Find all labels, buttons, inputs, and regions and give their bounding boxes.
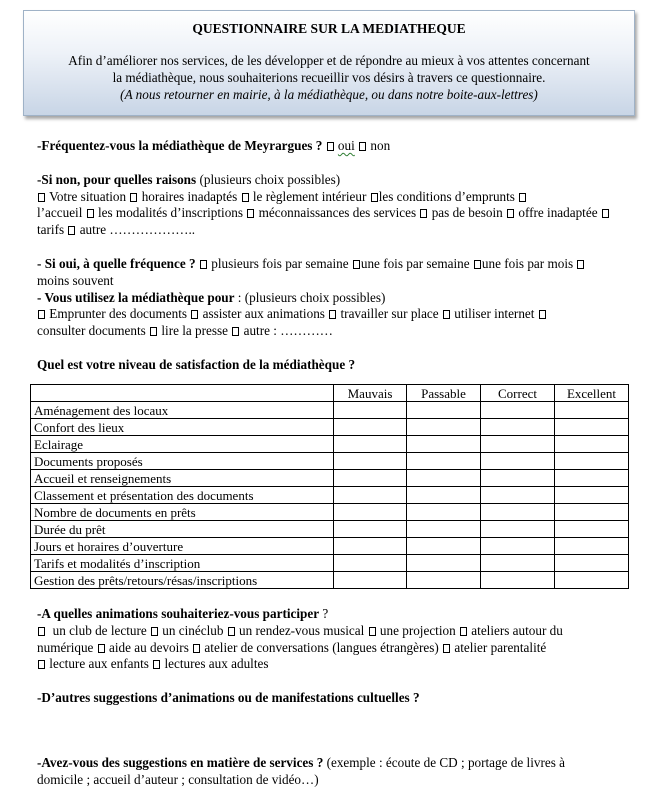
column-header-passable: Passable [407, 385, 481, 402]
q2-option-8: pas de besoin [431, 205, 503, 221]
q6-checkbox-9[interactable] [38, 660, 45, 669]
q6-question: -A quelles animations souhaiteriez-vous participer [37, 606, 320, 621]
q6-option-6: aide au devoirs [109, 639, 189, 655]
q4-option-3: travailler sur place [340, 306, 439, 322]
q2-option-5: l’accueil [37, 205, 83, 221]
rating-cell[interactable] [481, 538, 555, 555]
q2-option-9: offre inadaptée [518, 205, 598, 221]
table-row [31, 555, 629, 572]
table-row [31, 487, 629, 504]
table-header-row [31, 385, 629, 402]
q2-checkbox-1[interactable] [38, 193, 45, 202]
q4-option-2: assister aux animations [202, 306, 325, 322]
rating-cell[interactable] [481, 555, 555, 572]
intro-line-1: Afin d’améliorer nos services, de les développer et de répondre au mieux à vos attentes concernant [68, 52, 590, 68]
table-row [31, 402, 629, 419]
q4-question: - Vous utilisez la médiathèque pour [37, 289, 235, 305]
q2-checkbox-4[interactable] [371, 193, 378, 202]
row-label: Tarifs et modalités d’inscription [31, 555, 334, 572]
q6-checkbox-5[interactable] [460, 627, 467, 636]
q4-block [37, 290, 611, 340]
q4-checkbox-1[interactable] [38, 310, 45, 319]
satisfaction-table [30, 384, 629, 589]
q2-option-1: Votre situation [49, 188, 127, 204]
row-label: Gestion des prêts/retours/résas/inscriptions [31, 572, 334, 589]
column-header-correct: Correct [481, 385, 555, 402]
q6-option-1: un club de lecture [52, 622, 147, 638]
q1-question: -Fréquentez-vous la médiathèque de Meyrargues ? [37, 138, 323, 153]
q3-option-2: une fois par semaine [360, 255, 470, 271]
q4-option-5: consulter documents [37, 323, 146, 339]
q2-checkbox-5[interactable] [519, 193, 526, 202]
rating-cell[interactable] [555, 538, 629, 555]
q6-checkbox-10[interactable] [153, 660, 160, 669]
q6-option-9: lecture aux enfants [49, 656, 149, 672]
rating-cell[interactable] [407, 504, 481, 521]
table-row [31, 504, 629, 521]
rating-cell[interactable] [334, 504, 407, 521]
row-label: Confort des lieux [31, 419, 334, 436]
q1-oui-checkbox[interactable] [327, 142, 334, 151]
rating-cell[interactable] [555, 555, 629, 572]
column-header-mauvais: Mauvais [334, 385, 407, 402]
rating-cell[interactable] [481, 453, 555, 470]
q8-example: (exemple : écoute de CD ; portage de livres à domicile ; accueil d’auteur ; consultation de vidéo…) [37, 754, 565, 787]
rating-cell[interactable] [334, 419, 407, 436]
table-row [31, 572, 629, 589]
q4-checkbox-3[interactable] [329, 310, 336, 319]
q2-checkbox-9[interactable] [507, 209, 514, 218]
q3-block [37, 256, 611, 290]
rating-cell[interactable] [407, 538, 481, 555]
q3-checkbox-1[interactable] [200, 260, 207, 269]
q6-option-5: ateliers autour du numérique [37, 622, 563, 655]
rating-cell[interactable] [407, 402, 481, 419]
q3-checkbox-4[interactable] [577, 260, 584, 269]
q2-checkbox-6[interactable] [87, 209, 94, 218]
row-label: Aménagement des locaux [31, 402, 334, 419]
row-label: Nombre de documents en prêts [31, 504, 334, 521]
q4-checkbox-4[interactable] [443, 310, 450, 319]
q2-hint: (plusieurs choix possibles) [199, 171, 341, 187]
table-row [31, 453, 629, 470]
q8-block [37, 755, 611, 789]
rating-cell[interactable] [407, 572, 481, 589]
rating-cell[interactable] [334, 521, 407, 538]
row-label: Eclairage [31, 436, 334, 453]
rating-cell[interactable] [334, 538, 407, 555]
rating-cell[interactable] [555, 487, 629, 504]
rating-cell[interactable] [481, 436, 555, 453]
row-label: Jours et horaires d’ouverture [31, 538, 334, 555]
q2-option-10: tarifs [37, 222, 65, 238]
q2-checkbox-8[interactable] [420, 209, 427, 218]
q2-option-11: autre ……………….. [79, 222, 196, 238]
q4-option-6: lire la presse [161, 323, 229, 339]
rating-cell[interactable] [407, 555, 481, 572]
q2-option-6: les modalités d’inscriptions [97, 205, 244, 221]
q1-option-non: non [370, 138, 391, 153]
rating-cell[interactable] [407, 453, 481, 470]
q3-option-4: moins souvent [37, 272, 114, 288]
questions-upper [37, 138, 611, 374]
column-header-excellent: Excellent [555, 385, 629, 402]
q2-option-7: méconnaissances des services [258, 205, 417, 221]
rating-cell[interactable] [334, 453, 407, 470]
rating-cell[interactable] [407, 419, 481, 436]
rating-cell[interactable] [407, 436, 481, 453]
row-label: Accueil et renseignements [31, 470, 334, 487]
table-row [31, 538, 629, 555]
rating-cell[interactable] [555, 470, 629, 487]
row-label: Classement et présentation des documents [31, 487, 334, 504]
q4-checkbox-5[interactable] [539, 310, 546, 319]
table-row [31, 521, 629, 538]
q1-block [37, 138, 611, 155]
q2-question: -Si non, pour quelles raisons [37, 171, 197, 187]
table-row [31, 470, 629, 487]
q5-question: Quel est votre niveau de satisfaction de la médiathèque ? [37, 356, 356, 372]
q2-checkbox-7[interactable] [247, 209, 254, 218]
header-box [23, 10, 635, 116]
q4-option-4: utiliser internet [454, 306, 535, 322]
table-header-blank [31, 385, 334, 402]
rating-cell[interactable] [555, 419, 629, 436]
q4-checkbox-7[interactable] [232, 327, 239, 336]
q2-option-4: les conditions d’emprunts [378, 188, 515, 204]
rating-cell[interactable] [481, 419, 555, 436]
questions-lower [37, 606, 611, 789]
q2-block [37, 172, 611, 239]
rating-cell[interactable] [334, 555, 407, 572]
rating-cell[interactable] [334, 402, 407, 419]
q6-option-7: atelier de conversations (langues étrangères) [204, 639, 439, 655]
q6-checkbox-4[interactable] [369, 627, 376, 636]
q3-checkbox-3[interactable] [474, 260, 481, 269]
rating-cell[interactable] [481, 470, 555, 487]
table-row [31, 436, 629, 453]
table-row [31, 419, 629, 436]
rating-cell[interactable] [334, 487, 407, 504]
rating-cell[interactable] [555, 504, 629, 521]
q4-hint: : (plusieurs choix possibles) [237, 289, 386, 305]
q4-option-1: Emprunter des documents [49, 306, 187, 322]
q6-checkbox-6[interactable] [98, 644, 105, 653]
q2-checkbox-11[interactable] [68, 226, 75, 235]
intro-line-2: la médiathèque, nous souhaiterions recueillir vos désirs à travers ce questionnaire. [112, 69, 546, 85]
rating-cell[interactable] [407, 470, 481, 487]
rating-cell[interactable] [481, 521, 555, 538]
q1-option-oui: oui [337, 138, 355, 153]
rating-cell[interactable] [334, 470, 407, 487]
rating-cell[interactable] [481, 402, 555, 419]
q6-checkbox-3[interactable] [228, 627, 235, 636]
q2-checkbox-3[interactable] [242, 193, 249, 202]
rating-cell[interactable] [334, 572, 407, 589]
q6-checkbox-1[interactable] [38, 627, 45, 636]
q2-option-3: le règlement intérieur [252, 188, 367, 204]
rating-cell[interactable] [481, 487, 555, 504]
rating-cell[interactable] [407, 487, 481, 504]
q2-checkbox-10[interactable] [602, 209, 609, 218]
q6-option-4: une projection [379, 622, 456, 638]
rating-cell[interactable] [555, 402, 629, 419]
q4-checkbox-6[interactable] [150, 327, 157, 336]
rating-cell[interactable] [555, 453, 629, 470]
q3-checkbox-2[interactable] [353, 260, 360, 269]
q6-option-8: atelier parentalité [454, 639, 547, 655]
q6-question-end: ? [322, 606, 329, 621]
return-note: (A nous retourner en mairie, à la médiathèque, ou dans notre boite-aux-lettres) [120, 86, 538, 102]
rating-cell[interactable] [407, 521, 481, 538]
q3-option-1: plusieurs fois par semaine [211, 255, 349, 271]
q4-checkbox-2[interactable] [191, 310, 198, 319]
q6-option-3: un rendez-vous musical [239, 622, 365, 638]
page-title: QUESTIONNAIRE SUR LA MEDIATHEQUE [192, 21, 466, 36]
q6-checkbox-7[interactable] [193, 644, 200, 653]
q2-checkbox-2[interactable] [130, 193, 137, 202]
q7-question: -D’autres suggestions d’animations ou de manifestations cultuelles ? [37, 690, 420, 706]
rating-cell[interactable] [555, 436, 629, 453]
q6-checkbox-8[interactable] [443, 644, 450, 653]
q6-checkbox-2[interactable] [151, 627, 158, 636]
row-label: Documents proposés [31, 453, 334, 470]
q3-question: - Si oui, à quelle fréquence ? [37, 255, 196, 271]
row-label: Durée du prêt [31, 521, 334, 538]
q3-option-3: une fois par mois [481, 255, 574, 271]
rating-cell[interactable] [481, 504, 555, 521]
q6-block [37, 606, 611, 673]
rating-cell[interactable] [555, 521, 629, 538]
q4-option-7: autre : ………… [243, 323, 333, 339]
rating-cell[interactable] [334, 436, 407, 453]
q8-question: -Avez-vous des suggestions en matière de services ? [37, 754, 324, 770]
q2-option-2: horaires inadaptés [141, 188, 238, 204]
q6-option-10: lectures aux adultes [164, 656, 269, 672]
rating-cell[interactable] [481, 572, 555, 589]
q1-non-checkbox[interactable] [359, 142, 366, 151]
rating-cell[interactable] [555, 572, 629, 589]
q6-option-2: un cinéclub [162, 622, 224, 638]
